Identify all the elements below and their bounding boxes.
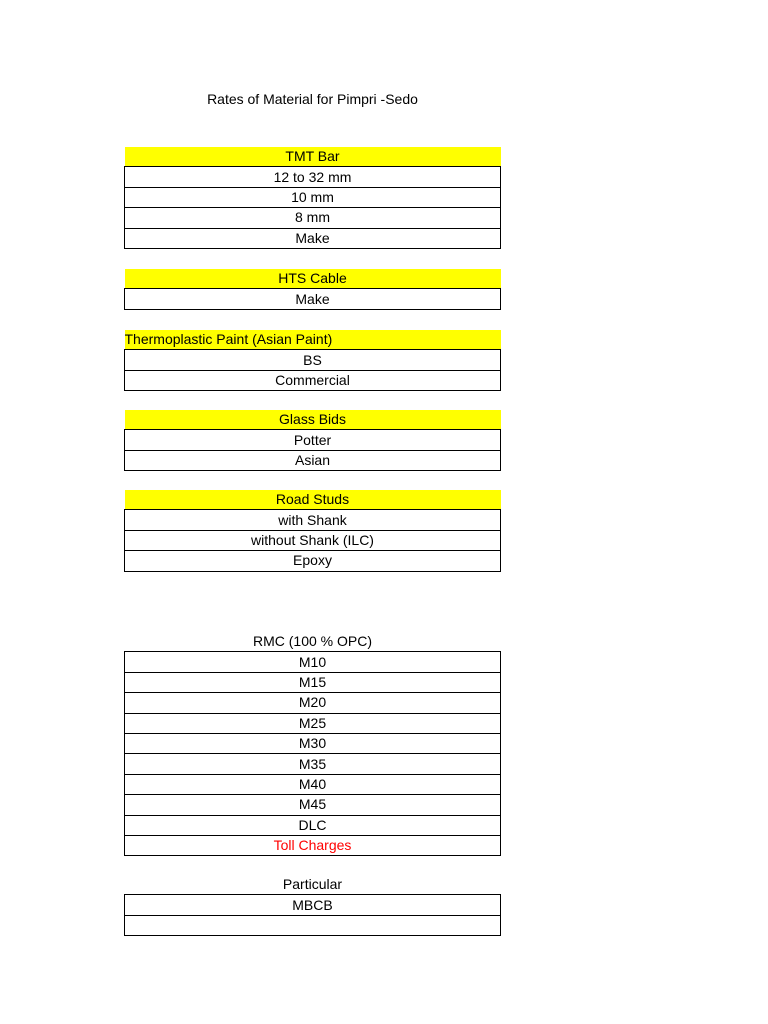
- tmt-row-8mm[interactable]: 8 mm: [125, 208, 501, 228]
- rmc-row-m10[interactable]: M10: [125, 652, 501, 672]
- road-studs-table: [124, 490, 501, 572]
- rmc-row-m30[interactable]: M30: [125, 733, 501, 753]
- particular-table: [124, 875, 501, 936]
- rmc-row-toll-charges[interactable]: Toll Charges: [125, 835, 501, 855]
- glass-row-potter[interactable]: Potter: [125, 430, 501, 450]
- hts-cable-table: [124, 269, 501, 310]
- hts-row-make[interactable]: Make: [125, 289, 501, 309]
- thermoplastic-paint-header: Thermoplastic Paint (Asian Paint): [125, 330, 501, 350]
- particular-row-mbcb[interactable]: MBCB: [125, 895, 501, 915]
- rmc-row-m35[interactable]: M35: [125, 754, 501, 774]
- tmt-row-12-32mm[interactable]: 12 to 32 mm: [125, 167, 501, 187]
- rmc-header: RMC (100 % OPC): [252, 633, 373, 650]
- studs-row-epoxy[interactable]: Epoxy: [125, 551, 501, 571]
- road-studs-header: Road Studs: [125, 490, 501, 510]
- tmt-row-make[interactable]: Make: [125, 228, 501, 248]
- paint-row-bs[interactable]: BS: [125, 350, 501, 370]
- rmc-row-m45[interactable]: M45: [125, 795, 501, 815]
- particular-row-empty[interactable]: [125, 915, 501, 935]
- glass-row-asian[interactable]: Asian: [125, 450, 501, 470]
- rmc-row-dlc[interactable]: DLC: [125, 815, 501, 835]
- tmt-row-10mm[interactable]: 10 mm: [125, 187, 501, 207]
- rmc-row-m40[interactable]: M40: [125, 774, 501, 794]
- glass-bids-table: [124, 410, 501, 471]
- hts-cable-header: HTS Cable: [125, 269, 501, 289]
- rmc-table: [124, 632, 501, 856]
- tmt-bar-header: TMT Bar: [125, 147, 501, 167]
- rmc-row-m15[interactable]: M15: [125, 672, 501, 692]
- paint-row-commercial[interactable]: Commercial: [125, 370, 501, 390]
- particular-header: Particular: [282, 876, 343, 893]
- rmc-row-m25[interactable]: M25: [125, 713, 501, 733]
- page-title: Rates of Material for Pimpri -Sedo: [207, 91, 418, 107]
- rmc-row-m20[interactable]: M20: [125, 693, 501, 713]
- glass-bids-header: Glass Bids: [125, 410, 501, 430]
- studs-row-with-shank[interactable]: with Shank: [125, 510, 501, 530]
- tmt-bar-table: [124, 147, 501, 249]
- studs-row-without-shank[interactable]: without Shank (ILC): [125, 530, 501, 550]
- thermoplastic-paint-table: [124, 330, 501, 391]
